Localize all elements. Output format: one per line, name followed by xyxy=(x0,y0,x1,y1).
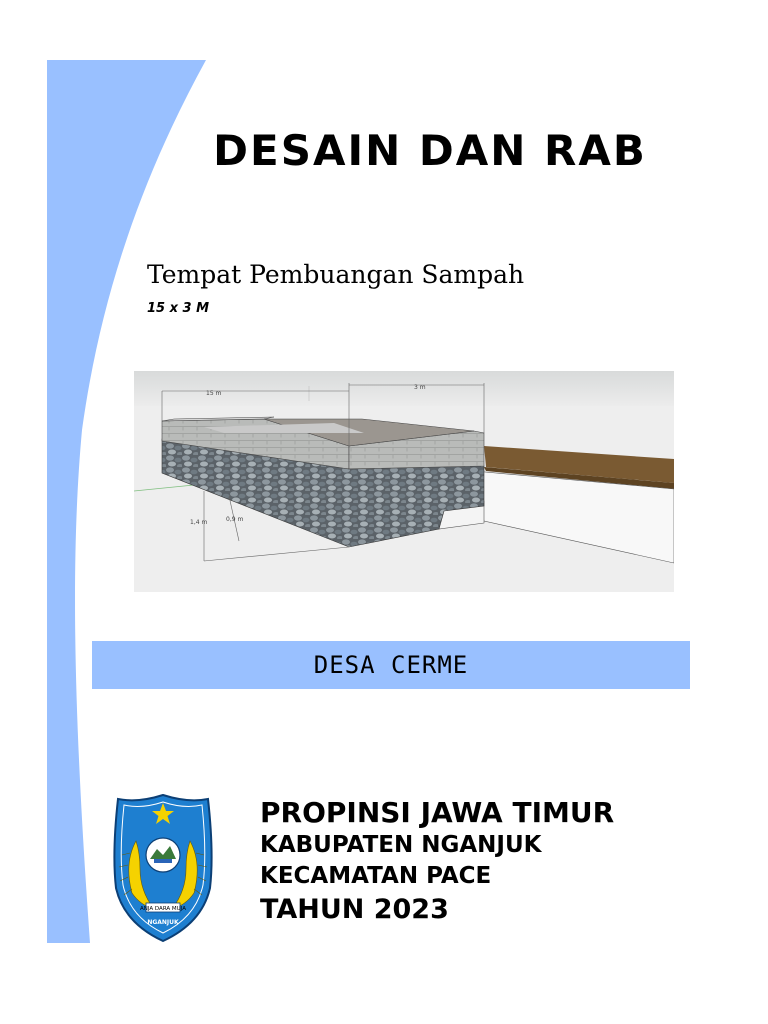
village-label: DESA CERME xyxy=(313,651,469,679)
district-name: KECAMATAN PACE xyxy=(260,863,492,889)
regency-emblem xyxy=(110,793,216,943)
dimensions-label: 15 x 3 M xyxy=(147,301,210,316)
document-subtitle: Tempat Pembuangan Sampah xyxy=(147,260,525,289)
design-rendering xyxy=(134,371,674,592)
dimension-height-label: 1,4 m xyxy=(190,519,208,526)
province-name: PROPINSI JAWA TIMUR xyxy=(260,796,615,829)
year-label: TAHUN 2023 xyxy=(260,894,449,925)
dimension-depth-label: 0,9 m xyxy=(226,516,244,523)
emblem-motto: ANJA DARA MUJA xyxy=(140,906,186,912)
document-title: DESAIN DAN RAB xyxy=(213,126,647,175)
village-banner xyxy=(92,641,690,689)
dimension-width-label: 3 m xyxy=(414,384,426,391)
regency-name: KABUPATEN NGANJUK xyxy=(260,832,542,858)
emblem-region-name: NGANJUK xyxy=(147,919,179,926)
dimension-length-label: 15 m xyxy=(206,390,222,397)
